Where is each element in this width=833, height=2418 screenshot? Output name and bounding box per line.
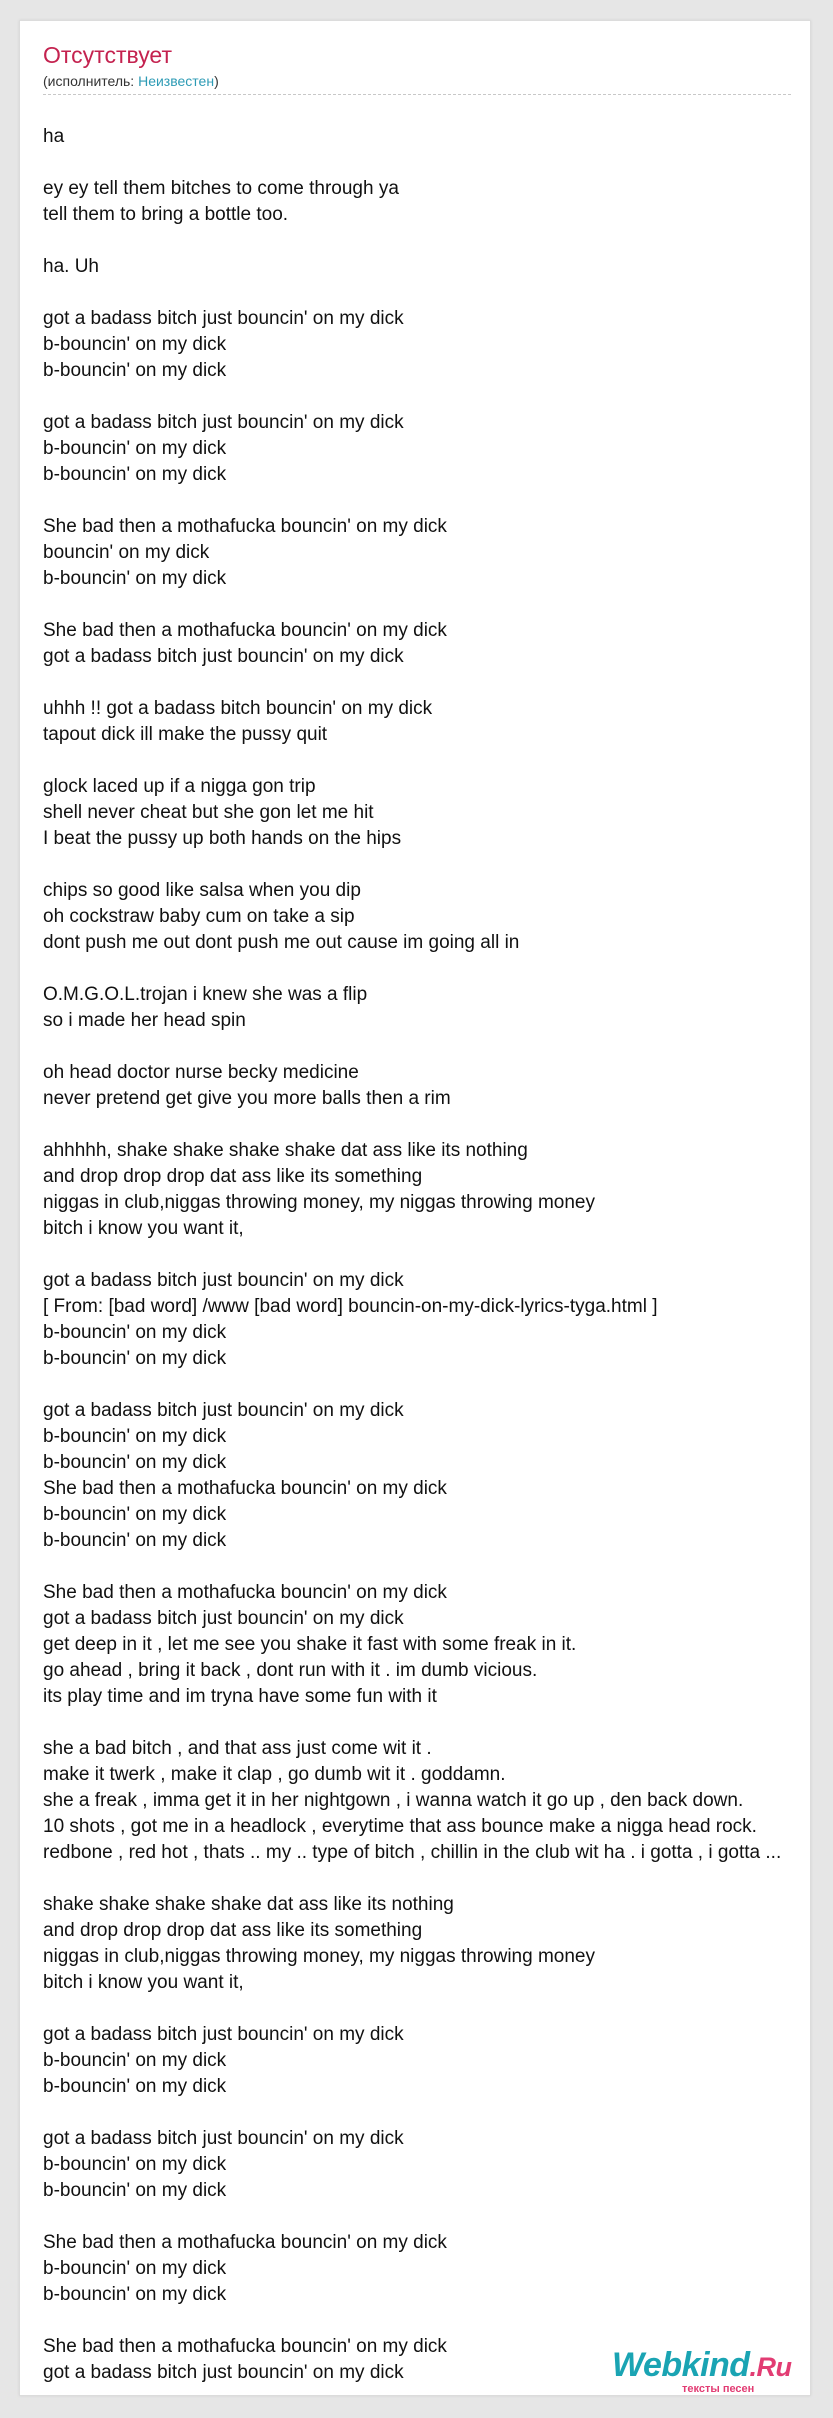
- lyrics-line: b-bouncin' on my dick: [43, 334, 227, 355]
- lyrics-blank-line: [43, 1554, 811, 1580]
- lyrics-line: its play time and im tryna have some fun with it: [43, 1686, 437, 1707]
- lyrics-line: niggas in club,niggas throwing money, my niggas throwing money: [43, 1192, 596, 1213]
- site-logo[interactable]: [612, 2345, 812, 2395]
- lyrics-line: glock laced up if a nigga gon trip: [43, 776, 316, 797]
- artist-link[interactable]: Неизвестен: [138, 73, 215, 89]
- lyrics-blank-line: [43, 2100, 811, 2126]
- lyrics-line: bouncin' on my dick: [43, 542, 210, 563]
- lyrics-line: niggas in club,niggas throwing money, my niggas throwing money: [43, 1946, 596, 1967]
- lyrics-blank-line: [43, 488, 811, 514]
- lyrics-line: She bad then a mothafucka bouncin' on my dick: [43, 1582, 447, 1603]
- lyrics-blank-line: [43, 228, 811, 254]
- lyrics-line: got a badass bitch just bouncin' on my dick: [43, 1400, 404, 1421]
- lyrics-blank-line: [43, 1034, 811, 1060]
- lyrics-line: b-bouncin' on my dick: [43, 2180, 227, 2201]
- lyrics-line: She bad then a mothafucka bouncin' on my dick: [43, 516, 447, 537]
- lyrics-line: She bad then a mothafucka bouncin' on my dick: [43, 620, 447, 641]
- lyrics-line: b-bouncin' on my dick: [43, 568, 227, 589]
- lyrics-line: shake shake shake shake dat ass like its nothing: [43, 1894, 454, 1915]
- lyrics-blank-line: [43, 956, 811, 982]
- lyrics-line: got a badass bitch just bouncin' on my dick: [43, 412, 404, 433]
- lyrics-line: oh cockstraw baby cum on take a sip: [43, 906, 355, 927]
- lyrics-line: oh head doctor nurse becky medicine: [43, 1062, 359, 1083]
- lyrics-card: [19, 20, 811, 2396]
- lyrics-line: b-bouncin' on my dick: [43, 1348, 227, 1369]
- lyrics-line: She bad then a mothafucka bouncin' on my dick: [43, 1478, 447, 1499]
- lyrics-line: b-bouncin' on my dick: [43, 360, 227, 381]
- lyrics-line: tell them to bring a bottle too.: [43, 204, 289, 225]
- logo-name: Webkind: [612, 2346, 750, 2384]
- lyrics-blank-line: [43, 1112, 811, 1138]
- lyrics-line: got a badass bitch just bouncin' on my dick: [43, 2024, 404, 2045]
- lyrics-line: got a badass bitch just bouncin' on my dick: [43, 308, 404, 329]
- lyrics-line: and drop drop drop dat ass like its something: [43, 1920, 423, 1941]
- logo-tld: .Ru: [749, 2352, 792, 2382]
- song-title: Отсутствует: [43, 42, 172, 68]
- lyrics-blank-line: [43, 670, 811, 696]
- lyrics-text: [43, 124, 811, 2386]
- lyrics-line: go ahead , bring it back , dont run with it . im dumb vicious.: [43, 1660, 538, 1681]
- lyrics-line: she a freak , imma get it in her nightgown , i wanna watch it go up , den back down.: [43, 1790, 744, 1811]
- lyrics-blank-line: [43, 2204, 811, 2230]
- lyrics-line: O.M.G.O.L.trojan i knew she was a flip: [43, 984, 368, 1005]
- lyrics-line: b-bouncin' on my dick: [43, 2154, 227, 2175]
- lyrics-line: never pretend get give you more balls then a rim: [43, 1088, 451, 1109]
- lyrics-blank-line: [43, 150, 811, 176]
- logo-tagline: тексты песен: [682, 2383, 755, 2395]
- lyrics-line: b-bouncin' on my dick: [43, 2076, 227, 2097]
- lyrics-line: ey ey tell them bitches to come through ya: [43, 178, 399, 199]
- lyrics-line: and drop drop drop dat ass like its something: [43, 1166, 423, 1187]
- lyrics-blank-line: [43, 1372, 811, 1398]
- lyrics-line: ahhhhh, shake shake shake shake dat ass like its nothing: [43, 1140, 528, 1161]
- lyrics-blank-line: [43, 2308, 811, 2334]
- lyrics-blank-line: [43, 384, 811, 410]
- lyrics-line: bitch i know you want it,: [43, 1218, 244, 1239]
- lyrics-line: I beat the pussy up both hands on the hips: [43, 828, 402, 849]
- lyrics-line: make it twerk , make it clap , go dumb wit it . goddamn.: [43, 1764, 506, 1785]
- lyrics-line: get deep in it , let me see you shake it fast with some freak in it.: [43, 1634, 577, 1655]
- lyrics-line: b-bouncin' on my dick: [43, 2258, 227, 2279]
- lyrics-line: got a badass bitch just bouncin' on my dick: [43, 2128, 404, 2149]
- lyrics-line: She bad then a mothafucka bouncin' on my dick: [43, 2336, 447, 2357]
- lyrics-line: she a bad bitch , and that ass just come wit it .: [43, 1738, 432, 1759]
- lyrics-line: got a badass bitch just bouncin' on my dick: [43, 646, 404, 667]
- artist-prefix: (исполнитель:: [43, 73, 139, 89]
- lyrics-line: b-bouncin' on my dick: [43, 1452, 227, 1473]
- lyrics-line: chips so good like salsa when you dip: [43, 880, 361, 901]
- lyrics-line: b-bouncin' on my dick: [43, 1322, 227, 1343]
- lyrics-line: ha: [43, 126, 65, 147]
- lyrics-line: bitch i know you want it,: [43, 1972, 244, 1993]
- lyrics-line: shell never cheat but she gon let me hit: [43, 802, 374, 823]
- header-divider: [43, 94, 791, 95]
- lyrics-line: b-bouncin' on my dick: [43, 1504, 227, 1525]
- lyrics-line: [ From: [bad word] /www [bad word] bouncin-on-my-dick-lyrics-tyga.html ]: [43, 1296, 658, 1317]
- lyrics-line: got a badass bitch just bouncin' on my dick: [43, 2362, 404, 2383]
- lyrics-line: uhhh !! got a badass bitch bouncin' on my dick: [43, 698, 433, 719]
- lyrics-blank-line: [43, 852, 811, 878]
- logo-wordmark: [612, 2345, 792, 2387]
- lyrics-line: got a badass bitch just bouncin' on my dick: [43, 1608, 404, 1629]
- lyrics-blank-line: [43, 592, 811, 618]
- lyrics-blank-line: [43, 1866, 811, 1892]
- lyrics-line: 10 shots , got me in a headlock , everytime that ass bounce make a nigga head rock.: [43, 1816, 757, 1837]
- lyrics-blank-line: [43, 748, 811, 774]
- lyrics-line: b-bouncin' on my dick: [43, 1530, 227, 1551]
- lyrics-line: ha. Uh: [43, 256, 99, 277]
- lyrics-line: b-bouncin' on my dick: [43, 2284, 227, 2305]
- lyrics-line: tapout dick ill make the pussy quit: [43, 724, 328, 745]
- lyrics-line: got a badass bitch just bouncin' on my dick: [43, 1270, 404, 1291]
- lyrics-blank-line: [43, 1242, 811, 1268]
- lyrics-line: dont push me out dont push me out cause im going all in: [43, 932, 520, 953]
- lyrics-line: She bad then a mothafucka bouncin' on my dick: [43, 2232, 447, 2253]
- lyrics-blank-line: [43, 1996, 811, 2022]
- lyrics-line: redbone , red hot , thats .. my .. type of bitch , chillin in the club wit ha . i gotta , i gotta ...: [43, 1842, 782, 1863]
- lyrics-blank-line: [43, 280, 811, 306]
- lyrics-blank-line: [43, 1710, 811, 1736]
- lyrics-line: b-bouncin' on my dick: [43, 464, 227, 485]
- artist-suffix: ): [214, 73, 219, 89]
- lyrics-line: b-bouncin' on my dick: [43, 2050, 227, 2071]
- lyrics-line: so i made her head spin: [43, 1010, 246, 1031]
- lyrics-line: b-bouncin' on my dick: [43, 1426, 227, 1447]
- lyrics-line: b-bouncin' on my dick: [43, 438, 227, 459]
- artist-line: [43, 72, 219, 90]
